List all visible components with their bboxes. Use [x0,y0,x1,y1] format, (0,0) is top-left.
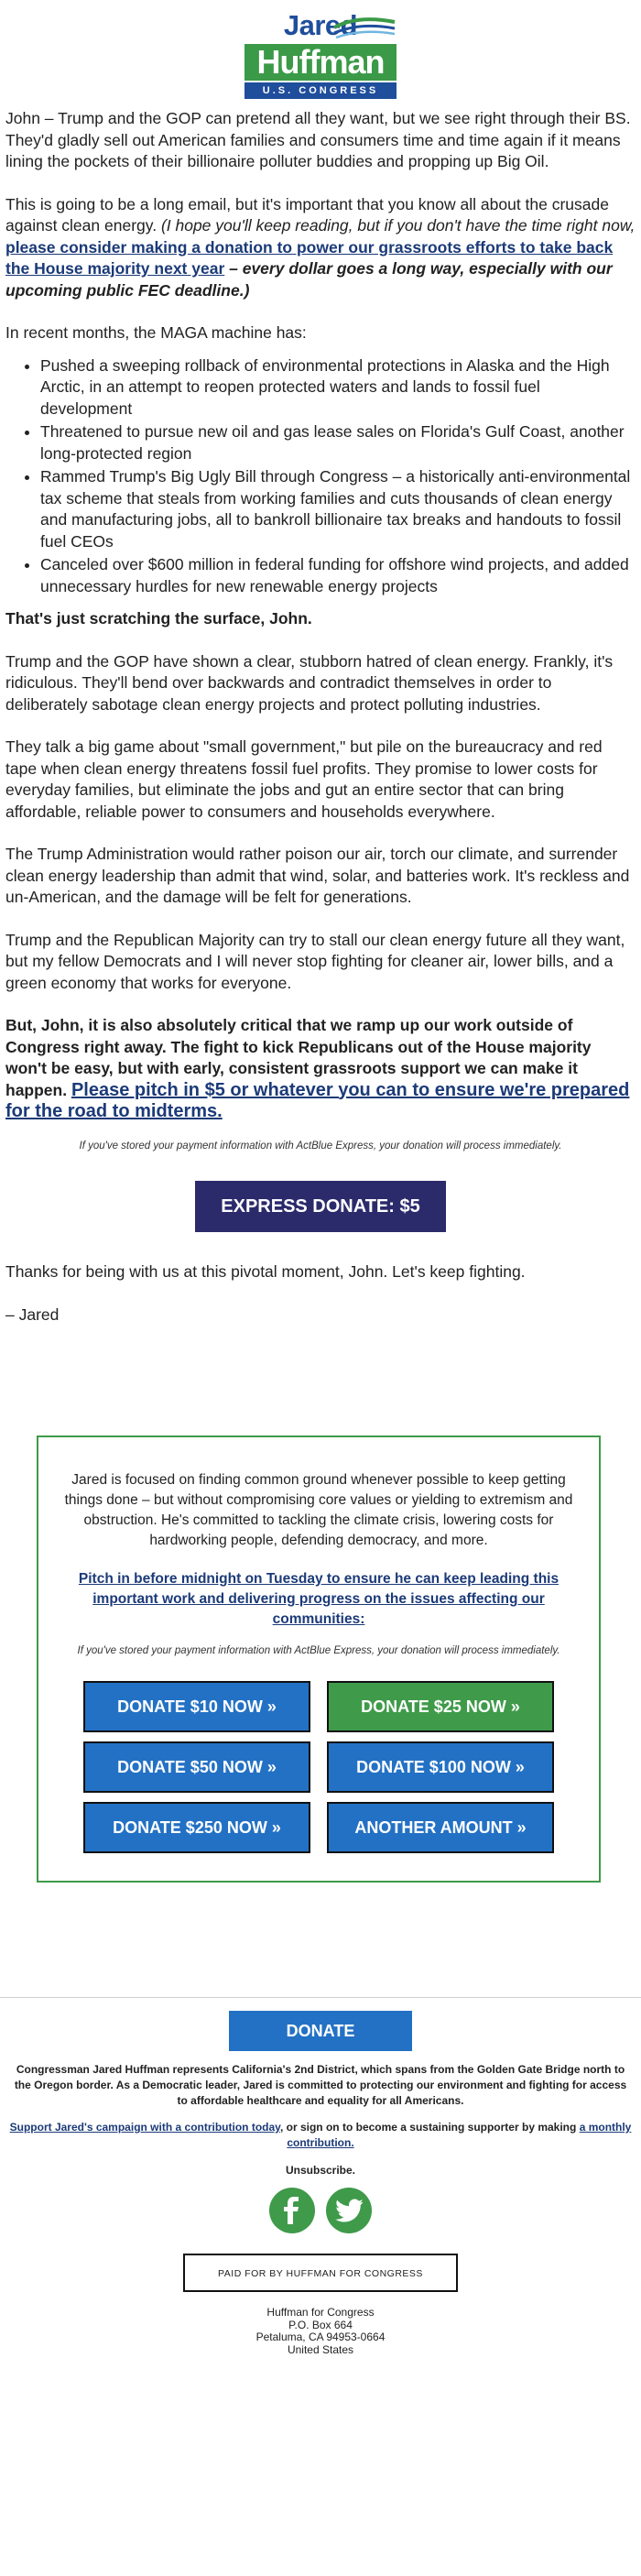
para2-italic-end: – every dollar goes a long way, especially with our upcoming public FEC deadline.) [5,259,613,300]
actblue-note: If you've stored your payment information with ActBlue Express, your donation will process immediately. [79,1140,562,1152]
address-line: P.O. Box 664 [288,2318,353,2331]
express-donate-wrap [5,1181,636,1232]
list-item: • Threatened to pursue new oil and gas lease sales on Florida's Gulf Coast, another long-protected region [40,421,636,464]
list-intro: In recent months, the MAGA machine has: [5,323,307,342]
list-item: • Canceled over $600 million in federal funding for offshore wind projects, and added unnecessary hurdles for new renewable energy projects [40,554,636,597]
support-text [9,2120,632,2151]
donate-250-button[interactable]: DONATE $250 NOW » [83,1802,310,1853]
donate-25-button[interactable]: DONATE $25 NOW » [327,1681,554,1732]
critical-paragraph [5,1015,636,1123]
long-email-paragraph [5,194,636,302]
card-pitch-link[interactable]: Pitch in before midnight on Tuesday to ensure he can keep leading this important work and delivering progress on the issues affecting our communities: [78,1571,560,1627]
facebook-glyph-icon [282,2197,302,2224]
about-text: Congressman Jared Huffman represents California's 2nd District, which spans from the Golden Gate Bridge north to the Oregon border. As a Democratic leader, Jared is committed to protecting our environment and fighting for access to affordable healthcare and equality for all Americans. [14,2063,627,2107]
donate-100-button[interactable]: DONATE $100 NOW » [327,1741,554,1793]
logo-first-name: Jared [283,9,358,41]
para2-start: This is going to be a long email, but it's important that you know all about the crusade against clean energy. [5,194,609,235]
paid-for-box: PAID FOR BY HUFFMAN FOR CONGRESS [183,2254,458,2292]
huffman-logo[interactable] [243,9,398,99]
express-donate-button[interactable]: EXPRESS DONATE: $5 [195,1181,446,1232]
twitter-icon[interactable] [326,2188,372,2233]
surface-heading: That's just scratching the surface, John. [5,609,312,628]
donate-50-button[interactable]: DONATE $50 NOW » [83,1741,310,1793]
footer [0,1997,641,2356]
twitter-bird-icon [335,2199,363,2222]
intro-paragraph: John – Trump and the GOP can pretend all they want, but we see right through their BS. They'd gladly sell out American families and consumers time and time again if it means lining the pockets of their billionaire polluter buddies and propping up Big Oil. [5,109,631,170]
administration-paragraph: The Trump Administration would rather poison our air, torch our climate, and surrender clean energy leadership than admit that wind, solar, and batteries work. It's reckless and un-American, and the damage will be felt for generations. [5,845,630,906]
unsubscribe-link[interactable]: Unsubscribe. [285,2164,356,2177]
support-link[interactable]: Support Jared's campaign with a contribution today [9,2121,280,2134]
critical-bold-text: But, John, it is also absolutely critical that we ramp up our work outside of Congress right away. The fight to kick Republicans out of the House majority won't be easy, but with early, consistent grassroots support we can make it happen. [5,1016,592,1099]
government-paragraph: They talk a big game about "small government," but pile on the bureaucracy and red tape when clean energy threatens fossil fuel profits. They promise to lower costs for everyday families, but eliminate the jobs and gut an entire sector that can bring affordable, reliable power to consumers and households everywhere. [5,737,603,821]
logo-subtitle: U.S. CONGRESS [244,82,397,99]
mailing-address [0,2307,641,2356]
another-amount-button[interactable]: ANOTHER AMOUNT » [327,1802,554,1853]
logo-swoosh-icon [331,15,397,40]
stall-paragraph: Trump and the Republican Majority can try to stall our clean energy future all they want, but my fellow Democrats and I will never stop fighting for cleaner air, lower bills, and a green economy that works for everyone. [5,930,625,992]
logo-last-name: Huffman [244,44,397,81]
maga-actions-list [5,355,636,598]
pitch-in-link[interactable]: Please pitch in $5 or whatever you can to ensure we're prepared for the road to midterms. [5,1079,630,1121]
address-line: Huffman for Congress [266,2306,375,2319]
thanks-paragraph: Thanks for being with us at this pivotal moment, John. Let's keep fighting. [5,1262,526,1281]
social-links [0,2188,641,2233]
signoff: – Jared [5,1304,60,1324]
address-line: Petaluma, CA 94953-0664 [255,2330,386,2343]
email-body [0,108,641,1326]
donate-10-button[interactable]: DONATE $10 NOW » [83,1681,310,1732]
donation-card [37,1435,601,1883]
list-item: • Pushed a sweeping rollback of environmental protections in Alaska and the High Arctic, in an attempt to reopen protected waters and lands to fossil fuel development [40,355,636,420]
grassroots-donation-link[interactable]: please consider making a donation to power our grassroots efforts to take back the House majority next year [5,237,614,278]
footer-donate-button[interactable]: DONATE [229,2011,412,2051]
facebook-icon[interactable] [269,2188,315,2233]
header-logo [0,0,641,99]
donation-button-grid [62,1681,575,1853]
card-description: Jared is focused on finding common ground whenever possible to keep getting things done – but without compromising core values or yielding to extremism and obstruction. He's committed to tackling the climate crisis, lowering costs for hardworking people, defending democracy, and more. [64,1472,573,1548]
hatred-paragraph: Trump and the GOP have shown a clear, stubborn hatred of clean energy. Frankly, it's ridiculous. They'll bend over backwards and contradict themselves in order to deliberately sabotage clean energy projects and protect polluting industries. [5,651,614,714]
address-line: United States [287,2342,354,2356]
card-actblue-note: If you've stored your payment information with ActBlue Express, your donation will process immediately. [77,1645,560,1656]
para2-italic-start: (I hope you'll keep reading, but if you don't have the time right now, [160,216,636,235]
list-item: • Rammed Trump's Big Ugly Bill through Congress – a historically anti-environmental tax scheme that steals from working families and cuts thousands of clean energy and manufacturing jobs, all to bankroll billionaire tax breaks and handouts to fossil fuel CEOs [40,466,636,552]
monthly-contribution-link[interactable]: a monthly contribution. [287,2121,632,2149]
support-middle: , or sign on to become a sustaining supporter by making [279,2121,577,2134]
